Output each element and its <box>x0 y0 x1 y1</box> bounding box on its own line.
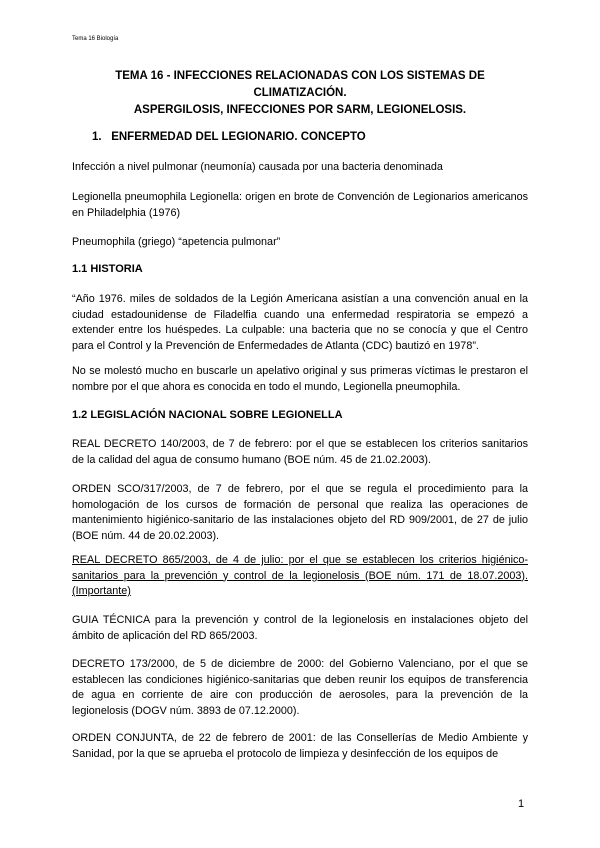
paragraph: Legionella pneumophila Legionella: origen en brote de Convención de Legionarios americanos en Philadelphia (1976) <box>72 191 528 219</box>
section-1-heading <box>92 131 366 143</box>
paragraph: No se molestó mucho en buscarle un apelativo original y sus primeras víctimas le prestaron el nombre por el que ahora es conocida en todo el mundo, Legionella pneumophila. <box>72 365 528 393</box>
section-1-1-heading: 1.1 HISTORIA <box>72 263 143 275</box>
section-1-2-heading: 1.2 LEGISLACIÓN NACIONAL SOBRE LEGIONELLA <box>72 409 343 421</box>
paragraph: REAL DECRETO 140/2003, de 7 de febrero: por el que se establecen los criterios sanitarios de la calidad del agua de consumo humano (BOE núm. 45 de 21.02.2003). <box>72 438 528 466</box>
section-1-number: 1. <box>92 131 102 143</box>
paragraph: ORDEN SCO/317/2003, de 7 de febrero, por el que se regula el procedimiento para la homologación de los cursos de formación de personal que realiza las operaciones de mantenimiento higiénico-sanitario de las instalaciones objeto del RD 909/2001, de 27 de julio (BOE núm. 44 de 20.02.2003). <box>72 483 528 542</box>
paragraph: DECRETO 173/2000, de 5 de diciembre de 2000: del Gobierno Valenciano, por el que se establecen las condiciones higiénico-sanitarias que deben reunir los equipos de transferencia de agua en corriente de aire con producción de aerosoles, para la prevención de la legionelosis (DOGV núm. 3893 de 07.12.2000). <box>72 658 528 717</box>
page-title <box>72 68 528 119</box>
paragraph: GUIA TÉCNICA para la prevención y control de la legionelosis en instalaciones objeto del ámbito de aplicación del RD 865/2003. <box>72 614 528 642</box>
running-header: Tema 16 Biología <box>72 36 119 42</box>
section-1-title: ENFERMEDAD DEL LEGIONARIO. CONCEPTO <box>111 131 366 143</box>
title-line-2: ASPERGILOSIS, INFECCIONES POR SARM, LEGIONELOSIS. <box>133 104 467 116</box>
paragraph: Pneumophila (griego) “apetencia pulmonar” <box>72 236 281 248</box>
paragraph: “Año 1976. miles de soldados de la Legión Americana asistían a una convención anual en la ciudad estadounidense de Filadelfia cuando una enfermedad respiratoria se empezó a extender entre los huéspedes. La culpable: una bacteria que no se conocía y que el Centro para el Control y la Prevención de Enfermedades de Atlanta (CDC) bautizó en 1978”. <box>72 293 528 352</box>
paragraph: ORDEN CONJUNTA, de 22 de febrero de 2001: de las Consellerías de Medio Ambiente y Sanidad, por la que se aprueba el protocolo de limpieza y desinfección de los equipos de <box>72 732 528 760</box>
title-line-1: TEMA 16 - INFECCIONES RELACIONADAS CON LOS SISTEMAS DE CLIMATIZACIÓN. <box>115 70 485 99</box>
paragraph: Infección a nivel pulmonar (neumonía) causada por una bacteria denominada <box>72 161 443 173</box>
paragraph-important: REAL DECRETO 865/2003, de 4 de julio: por el que se establecen los criterios higiénico-sanitarios para la prevención y control de la legionelosis (BOE núm. 171 de 18.07.2003). (Importante) <box>72 554 528 597</box>
page-number: 1 <box>518 798 525 810</box>
